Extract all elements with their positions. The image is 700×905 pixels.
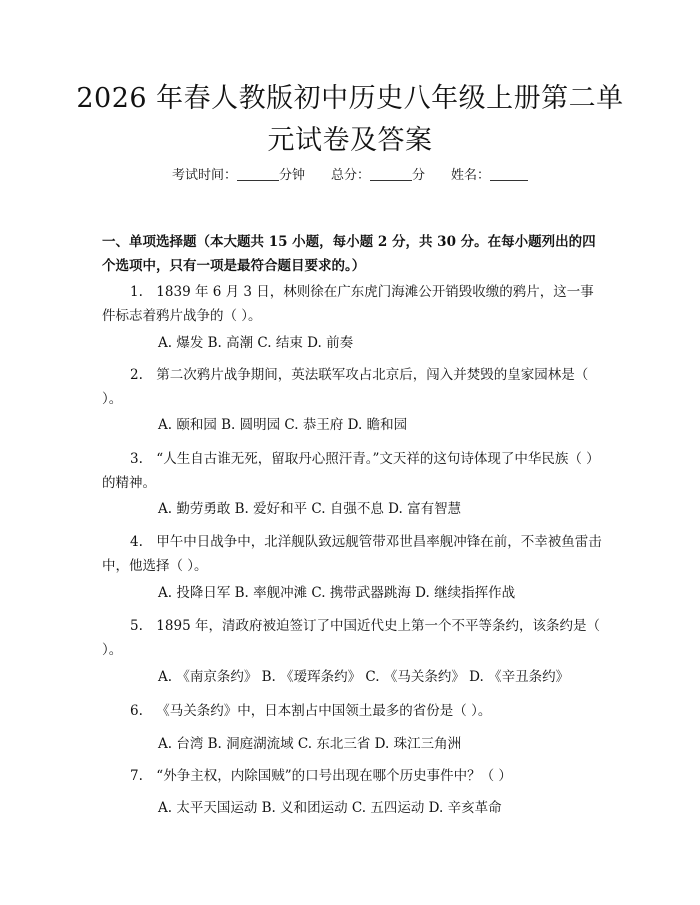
question-text: “人生自古谁无死，留取丹心照汗青。”文天祥的这句诗体现了中华民族（ ）的精神。	[102, 451, 600, 491]
question-4	[102, 530, 602, 578]
score-blank[interactable]	[370, 167, 412, 181]
exam-title	[60, 78, 640, 162]
question-5	[102, 614, 602, 662]
score-label: 总分：	[330, 168, 370, 183]
question-text: 《马关条约》中，日本割占中国领土最多的省份是（ ）。	[156, 703, 492, 719]
question-3-options: A. 勤劳勇敢 B. 爱好和平 C. 自强不息 D. 富有智慧	[158, 501, 462, 517]
score-unit: 分	[412, 168, 426, 183]
time-label: 考试时间：	[171, 168, 237, 183]
question-number: 2.	[130, 367, 143, 383]
question-text: 第二次鸦片战争期间，英法联军攻占北京后，闯入并焚毁的皇家园林是（ ）。	[102, 367, 589, 407]
question-text: 甲午中日战争中，北洋舰队致远舰管带邓世昌率舰冲锋在前，不幸被鱼雷击中，他选择（ ）。	[102, 534, 602, 574]
question-5-options: A. 《南京条约》 B. 《瑷珲条约》 C. 《马关条约》 D. 《辛丑条约》	[158, 669, 570, 685]
question-number: 1.	[130, 284, 143, 300]
question-1	[102, 280, 602, 328]
title-line-1: 2026 年春人教版初中历史八年级上册第二单	[76, 83, 624, 114]
question-6-options: A. 台湾 B. 洞庭湖流域 C. 东北三省 D. 珠江三角洲	[158, 736, 462, 752]
title-line-2: 元试卷及答案	[267, 125, 433, 156]
question-number: 5.	[130, 618, 143, 634]
question-7	[102, 764, 602, 788]
question-text: 1895 年，清政府被迫签订了中国近代史上第一个不平等条约，该条约是（ ）。	[102, 618, 600, 658]
question-text: “外争主权，内除国贼”的口号出现在哪个历史事件中？（ ）	[156, 768, 512, 784]
question-6	[102, 699, 602, 723]
name-blank[interactable]	[490, 167, 528, 181]
question-7-options: A. 太平天国运动 B. 义和团运动 C. 五四运动 D. 辛亥革命	[158, 800, 502, 816]
exam-info-line	[0, 166, 700, 186]
question-4-options: A. 投降日军 B. 率舰冲滩 C. 携带武器跳海 D. 继续指挥作战	[158, 585, 516, 601]
time-unit: 分钟	[278, 168, 305, 183]
question-number: 6.	[130, 703, 143, 719]
time-blank[interactable]	[237, 167, 279, 181]
question-2-options: A. 颐和园 B. 圆明园 C. 恭王府 D. 瞻和园	[158, 417, 408, 433]
question-number: 7.	[130, 768, 143, 784]
section-heading: 一、单项选择题（本大题共 15 小题，每小题 2 分，共 30 分。在每小题列出的四个选项中，只有一项是最符合题目要求的。）	[102, 234, 596, 274]
name-label: 姓名：	[451, 168, 491, 183]
question-number: 4.	[130, 534, 143, 550]
question-text: 1839 年 6 月 3 日，林则徐在广东虎门海滩公开销毁收缴的鸦片，这一事件标志着鸦片战争的（ ）。	[102, 284, 594, 324]
question-number: 3.	[130, 451, 143, 467]
question-2	[102, 363, 602, 411]
question-1-options: A. 爆发 B. 高潮 C. 结束 D. 前奏	[158, 335, 354, 351]
question-3	[102, 447, 602, 495]
